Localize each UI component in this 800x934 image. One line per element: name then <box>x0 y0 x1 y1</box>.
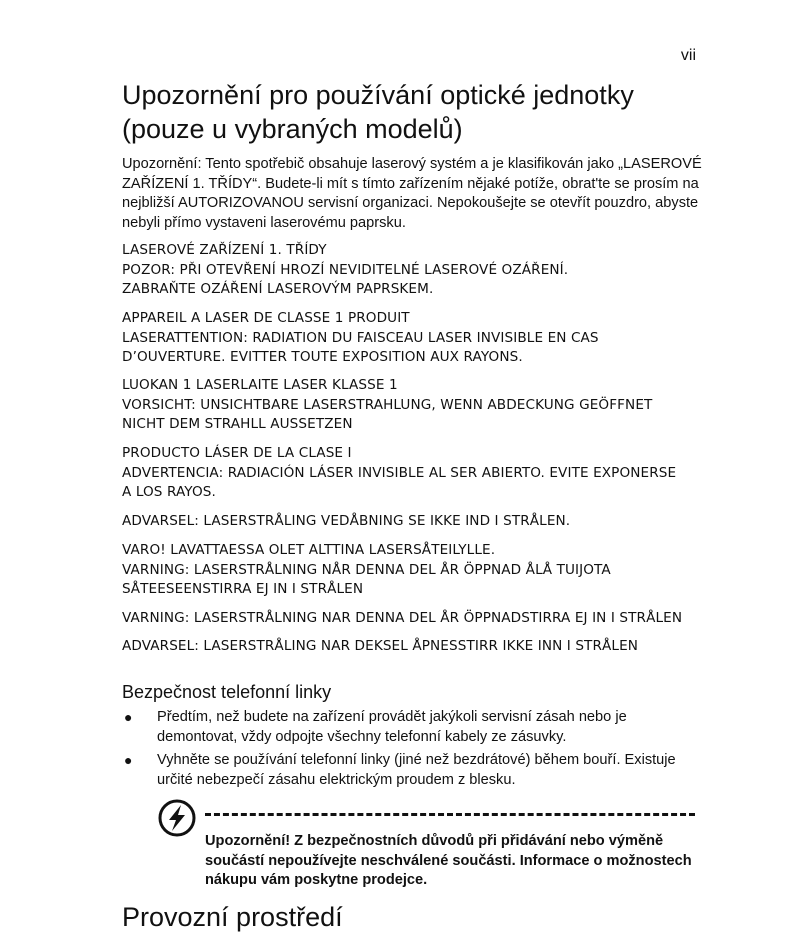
warning-note: Upozornění! Z bezpečnostních důvodů při přidávání nebo výměně součástí nepoužívejte neschválené součásti. Informace o možnostech nákupu vám poskytne prodejce. <box>205 833 692 888</box>
page-title-line-2: (pouze u vybraných modelů) <box>122 114 463 144</box>
list-item-text: Vyhněte se používání telefonní linky (jiné než bezdrátové) během bouří. Existuje určité nebezpečí zásahu elektrickým proudem z blesku. <box>157 752 676 788</box>
laser-notice-line: A LOS RAYOS. <box>122 484 216 500</box>
list-item-text: Předtím, než budete na zařízení provádět jakýkoli servisní zásah nebo je demontovat, vždy odpojte všechny telefonní kabely ze zásuvky. <box>157 709 627 745</box>
optical-drive-warning-paragraph: Upozornění: Tento spotřebič obsahuje laserový systém a je klasifikován jako „LASEROVÉ ZAŘÍZENÍ 1. TŘÍDY“. Budete-li mít s tímto zařízením nějaké potíže, obrat'te se prosím na nejbližší AUTORIZOVANOU servisní organizaci. Nepokoušejte se otevřít pouzdro, abyste nebyli přímo vystaveni laserovému paprsku. <box>122 156 702 231</box>
phone-safety-list <box>122 708 702 794</box>
laser-notice-danish <box>122 512 722 532</box>
laser-notice-line: VARO! LAVATTAESSA OLET ALTTINA LASERSÅTEILYLLE. <box>122 542 496 558</box>
laser-notice-line: ZABRAŇTE OZÁŘENÍ LASEROVÝM PAPRSKEM. <box>122 281 434 297</box>
laser-notice-line: VARNING: LASERSTRÅLNING NAR DENNA DEL ÅR ÖPPNADSTIRRA EJ IN I STRÅLEN <box>122 610 683 626</box>
laser-notice-line: POZOR: PŘI OTEVŘENÍ HROZÍ NEVIDITELNÉ LASEROVÉ OZÁŘENÍ. <box>122 261 569 278</box>
laser-notice-swedish <box>122 609 722 629</box>
laser-notice-french <box>122 309 722 368</box>
page-number: vii <box>680 47 696 64</box>
page-title <box>122 78 722 146</box>
laser-notice-line: VARNING: LASERSTRÅLNING NÅR DENNA DEL ÅR ÖPPNAD ÅLÅ TUIJOTA <box>122 561 611 578</box>
laser-notice-line: VORSICHT: UNSICHTBARE LASERSTRAHLUNG, WENN ABDECKUNG GEÖFFNET <box>122 396 653 413</box>
laser-notice-spanish <box>122 444 722 503</box>
laser-notice-line: LUOKAN 1 LASERLAITE LASER KLASSE 1 <box>122 377 398 393</box>
laser-notice-line: NICHT DEM STRAHLL AUSSETZEN <box>122 416 353 432</box>
bullet-icon: ● <box>124 709 133 725</box>
warning-separator <box>205 813 695 816</box>
lightning-bolt-warning-icon <box>157 798 197 838</box>
laser-notice-finnish-swedish <box>122 541 722 600</box>
next-section-title: Provozní prostředí <box>122 902 343 932</box>
bullet-icon: ● <box>124 752 133 768</box>
laser-notice-line: PRODUCTO LÁSER DE LA CLASE I <box>122 445 352 461</box>
laser-notice-czech <box>122 241 722 300</box>
laser-notice-line: ADVARSEL: LASERSTRÅLING VEDÅBNING SE IKKE IND I STRÅLEN. <box>122 513 571 529</box>
section-heading-phone-safety: Bezpečnost telefonní linky <box>122 682 332 702</box>
laser-notice-line: LASERATTENTION: RADIATION DU FAISCEAU LASER INVISIBLE EN CAS <box>122 329 599 346</box>
list-item <box>122 708 702 747</box>
laser-notice-line: APPAREIL A LASER DE CLASSE 1 PRODUIT <box>122 310 410 326</box>
laser-notice-german <box>122 376 722 435</box>
laser-notice-norwegian <box>122 637 722 657</box>
laser-notice-line: ADVARSEL: LASERSTRÅLING NAR DEKSEL ÅPNESSTIRR IKKE INN I STRÅLEN <box>122 638 639 654</box>
laser-notice-line: D’OUVERTURE. EVITTER TOUTE EXPOSITION AUX RAYONS. <box>122 349 523 365</box>
page-title-line-1: Upozornění pro používání optické jednotky <box>122 80 634 110</box>
laser-notice-line: LASEROVÉ ZAŘÍZENÍ 1. TŘÍDY <box>122 242 327 258</box>
list-item <box>122 751 702 790</box>
laser-notice-line: SÅTEESEENSTIRRA EJ IN I STRÅLEN <box>122 581 364 597</box>
laser-notice-line: ADVERTENCIA: RADIACIÓN LÁSER INVISIBLE AL SER ABIERTO. EVITE EXPONERSE <box>122 464 677 481</box>
